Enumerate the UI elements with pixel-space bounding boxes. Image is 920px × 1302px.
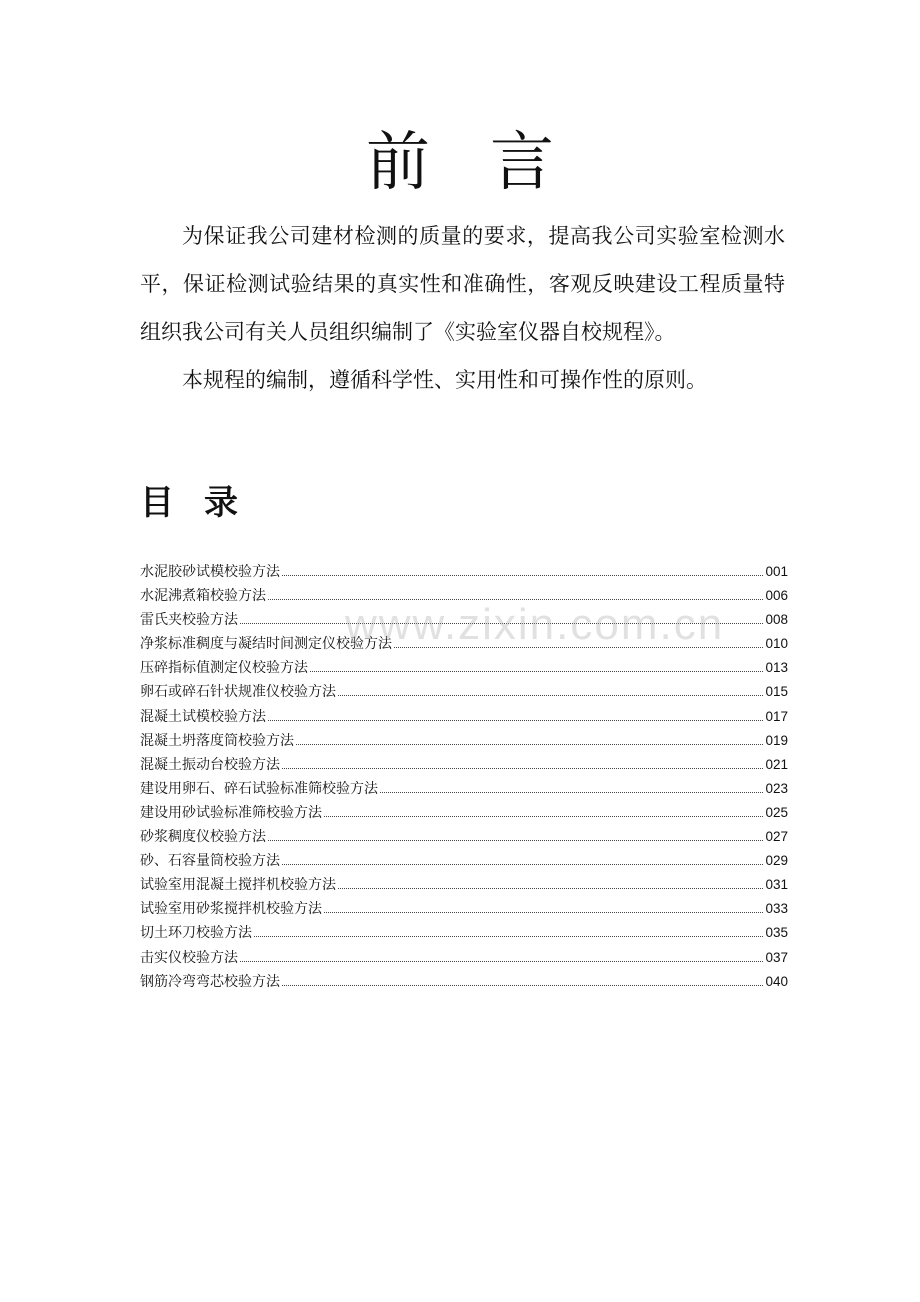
toc-item[interactable] xyxy=(140,608,788,632)
toc-leader-dots xyxy=(338,888,763,889)
toc-item[interactable] xyxy=(140,584,788,608)
toc-leader-dots xyxy=(282,864,763,865)
toc-item-page: 017 xyxy=(765,708,788,724)
preface-paragraph-2: 本规程的编制，遵循科学性、实用性和可操作性的原则。 xyxy=(182,368,707,392)
toc-leader-dots xyxy=(282,985,763,986)
toc-item-text: 建设用卵石、碎石试验标准筛校验方法 xyxy=(140,780,378,797)
toc-item-text: 卵石或碎石针状规准仪校验方法 xyxy=(140,684,336,701)
toc-item[interactable] xyxy=(140,801,788,825)
toc-item-page: 021 xyxy=(765,756,788,772)
toc-item-text: 砂、石容量筒校验方法 xyxy=(140,853,280,870)
toc-leader-dots xyxy=(282,768,763,769)
toc-item[interactable] xyxy=(140,873,788,897)
toc-item[interactable] xyxy=(140,777,788,801)
toc-item[interactable] xyxy=(140,753,788,777)
toc-item[interactable] xyxy=(140,680,788,704)
preface-paragraph-1: 为保证我公司建材检测的质量的要求，提高我公司实验室检测水平，保证检测试验结果的真实性和准确性，客观反映建设工程质量特组织我公司有关人员组织编制了《实验室仪器自校规程》。 xyxy=(140,224,785,344)
toc-item-page: 015 xyxy=(765,684,788,700)
toc-item-page: 029 xyxy=(765,853,788,869)
toc-item[interactable] xyxy=(140,705,788,729)
toc-leader-dots xyxy=(240,961,763,962)
toc-item-text: 钢筋冷弯弯芯校验方法 xyxy=(140,973,280,990)
toc-item-page: 010 xyxy=(765,636,788,652)
toc-item-page: 008 xyxy=(765,612,788,628)
toc-item-text: 混凝土坍落度筒校验方法 xyxy=(140,732,294,749)
toc-item-page: 025 xyxy=(765,804,788,820)
toc-item[interactable] xyxy=(140,656,788,680)
toc-item-text: 试验室用混凝土搅拌机校验方法 xyxy=(140,877,336,894)
toc-item-text: 雷氏夹校验方法 xyxy=(140,612,238,629)
toc-item-page: 006 xyxy=(765,588,788,604)
toc-item-text: 水泥沸煮箱校验方法 xyxy=(140,588,266,605)
toc-leader-dots xyxy=(296,744,763,745)
toc-item[interactable] xyxy=(140,921,788,945)
toc-leader-dots xyxy=(268,599,763,600)
toc-item[interactable] xyxy=(140,632,788,656)
toc-list xyxy=(140,560,788,994)
toc-item-text: 混凝土试模校验方法 xyxy=(140,708,266,725)
toc-item[interactable] xyxy=(140,825,788,849)
toc-item-page: 040 xyxy=(765,973,788,989)
toc-item-page: 013 xyxy=(765,660,788,676)
toc-title: 目录 xyxy=(140,483,268,523)
preface-title: 前言 xyxy=(366,126,614,200)
toc-item-page: 019 xyxy=(765,732,788,748)
toc-item[interactable] xyxy=(140,729,788,753)
toc-item-page: 031 xyxy=(765,877,788,893)
toc-item-text: 混凝土振动台校验方法 xyxy=(140,756,280,773)
preface-body xyxy=(140,212,785,404)
toc-item-page: 001 xyxy=(765,564,788,579)
toc-item-text: 砂浆稠度仪校验方法 xyxy=(140,829,266,846)
toc-item-text: 击实仪校验方法 xyxy=(140,949,238,966)
toc-item[interactable] xyxy=(140,946,788,970)
toc-item[interactable] xyxy=(140,970,788,994)
toc-item-page: 033 xyxy=(765,901,788,917)
toc-item-text: 净浆标准稠度与凝结时间测定仪校验方法 xyxy=(140,636,392,653)
toc-item-text: 试验室用砂浆搅拌机校验方法 xyxy=(140,901,322,918)
toc-item-text: 水泥胶砂试模校验方法 xyxy=(140,564,280,580)
toc-item-text: 建设用砂试验标准筛校验方法 xyxy=(140,804,322,821)
toc-leader-dots xyxy=(338,695,763,696)
watermark: www.zixin.com.cn xyxy=(345,600,725,649)
toc-leader-dots xyxy=(254,936,763,937)
toc-item-page: 023 xyxy=(765,780,788,796)
toc-item[interactable] xyxy=(140,897,788,921)
toc-item-page: 027 xyxy=(765,829,788,845)
toc-item-page: 037 xyxy=(765,949,788,965)
toc-item[interactable] xyxy=(140,560,788,584)
toc-leader-dots xyxy=(380,792,763,793)
toc-leader-dots xyxy=(268,840,763,841)
toc-leader-dots xyxy=(282,575,763,576)
toc-item-text: 压碎指标值测定仪校验方法 xyxy=(140,660,308,677)
toc-leader-dots xyxy=(324,816,763,817)
toc-leader-dots xyxy=(240,623,763,624)
toc-leader-dots xyxy=(310,671,763,672)
toc-leader-dots xyxy=(268,720,763,721)
toc-item-page: 035 xyxy=(765,925,788,941)
toc-leader-dots xyxy=(394,647,763,648)
toc-item-text: 切土环刀校验方法 xyxy=(140,925,252,942)
toc-item[interactable] xyxy=(140,849,788,873)
toc-leader-dots xyxy=(324,912,763,913)
